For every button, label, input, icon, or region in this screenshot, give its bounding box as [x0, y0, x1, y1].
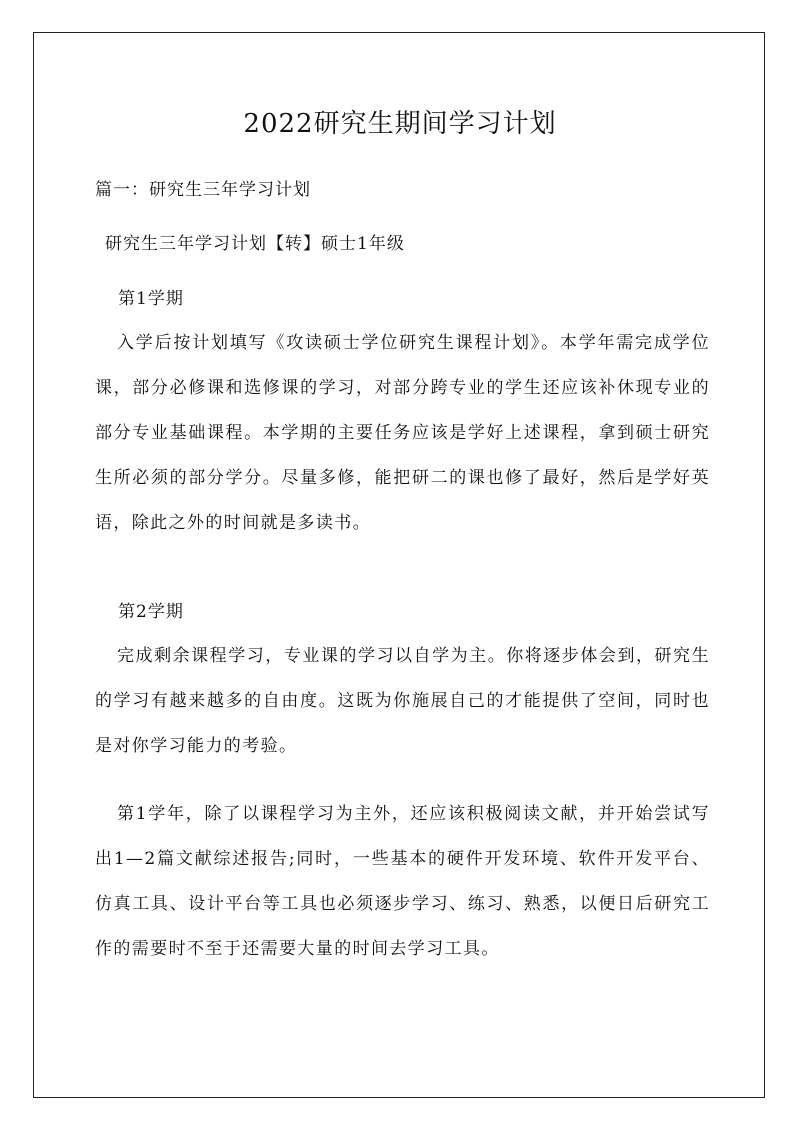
term-1-paragraph: 入学后按计划填写《攻读硕士学位研究生课程计划》。本学年需完成学位课，部分必修课和选修课的学习，对部分跨专业的学生还应该补休现专业的部分专业基础课程。本学期的主要任务应该是学好上述课程，拿到硕士研究生所必须的部分学分。尽量多修，能把研二的课也修了最好，然后是学好英语，除此之外的时间就是多读书。 — [95, 333, 710, 533]
year-1-paragraph: 第1学年，除了以课程学习为主外，还应该积极阅读文献，并开始尝试写出1—2篇文献综述报告;同时，一些基本的硬件开发环境、软件开发平台、仿真工具、设计平台等工具也必须逐步学习、练习、熟悉，以便日后研究工作的需要时不至于还需要大量的时间去学习工具。 — [95, 804, 710, 959]
term-2-heading: 第2学期 — [118, 602, 184, 622]
page-title: 2022研究生期间学习计划 — [243, 109, 557, 139]
subheading: 研究生三年学习计划【转】硕士1年级 — [105, 234, 405, 254]
term-1-heading: 第1学期 — [118, 289, 184, 309]
term-2-paragraph: 完成剩余课程学习，专业课的学习以自学为主。你将逐步体会到，研究生的学习有越来越多的自由度。这既为你施展自己的才能提供了空间，同时也是对你学习能力的考验。 — [95, 646, 710, 756]
section-heading: 篇一：研究生三年学习计划 — [95, 180, 311, 200]
